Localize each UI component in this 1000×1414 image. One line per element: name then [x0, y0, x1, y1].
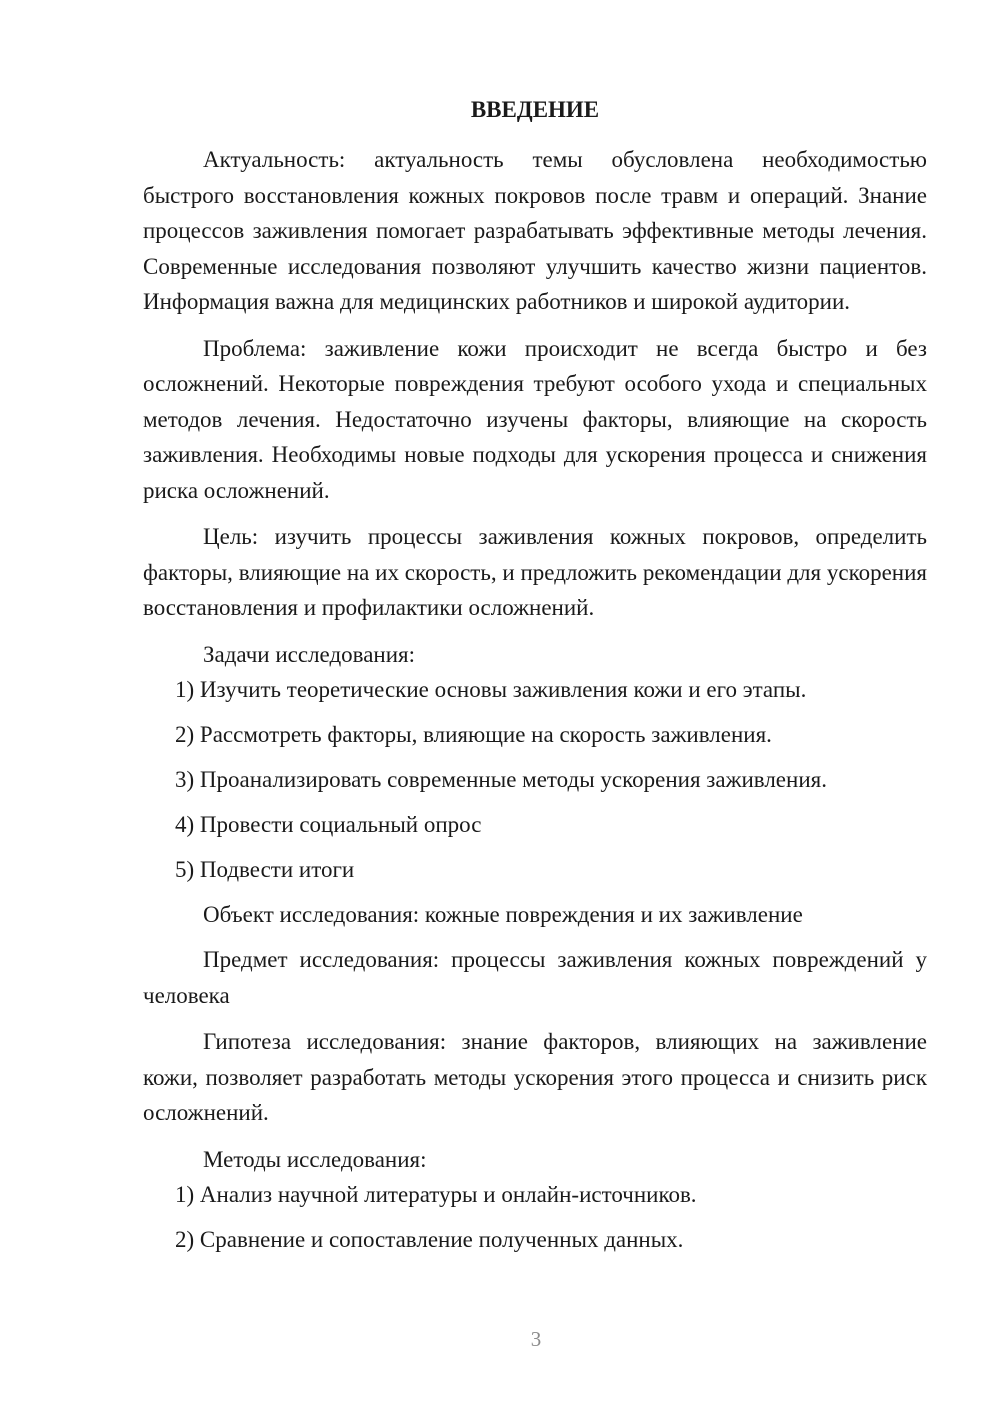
document-body: [143, 92, 927, 1258]
task-item: 1) Изучить теоретические основы заживления кожи и его этапы.: [175, 677, 807, 702]
task-item: 3) Проанализировать современные методы ускорения заживления.: [175, 767, 827, 792]
page-number: 3: [530, 1327, 542, 1351]
object-paragraph: Объект исследования: кожные повреждения и их заживление: [203, 902, 803, 927]
methods-title: Методы исследования:: [203, 1146, 427, 1172]
goal-paragraph: Цель: изучить процессы заживления кожных покровов, определить факторы, влияющие на их скорость, и предложить рекомендации для ускорения восстановления и профилактики осложнений.: [143, 524, 927, 620]
tasks-title: Задачи исследования:: [203, 641, 416, 667]
task-item: 5) Подвести итоги: [175, 857, 355, 882]
problem-paragraph: Проблема: заживление кожи происходит не всегда быстро и без осложнений. Некоторые повреждения требуют особого ухода и специальных методов лечения. Недостаточно изучены факторы, влияющие на скорость заживления. Необходимы новые подходы для ускорения процесса и снижения риска осложнений.: [143, 335, 927, 503]
section-heading: ВВЕДЕНИЕ: [470, 97, 600, 122]
method-item: 2) Сравнение и сопоставление полученных данных.: [175, 1227, 684, 1252]
method-item: 1) Анализ научной литературы и онлайн-источников.: [175, 1182, 697, 1207]
subject-paragraph: Предмет исследования: процессы заживления кожных повреждений у человека: [143, 947, 927, 1008]
task-item: 2) Рассмотреть факторы, влияющие на скорость заживления.: [175, 722, 772, 747]
actuality-paragraph: Актуальность: актуальность темы обусловлена необходимостью быстрого восстановления кожных покровов после травм и операций. Знание процессов заживления помогает разрабатывать эффективные методы лечения. Современные исследования позволяют улучшить качество жизни пациентов. Информация важна для медицинских работников и широкой аудитории.: [143, 147, 927, 314]
task-item: 4) Провести социальный опрос: [175, 812, 482, 837]
hypothesis-paragraph: Гипотеза исследования: знание факторов, влияющих на заживление кожи, позволяет разработать методы ускорения этого процесса и снизить риск осложнений.: [143, 1029, 927, 1125]
